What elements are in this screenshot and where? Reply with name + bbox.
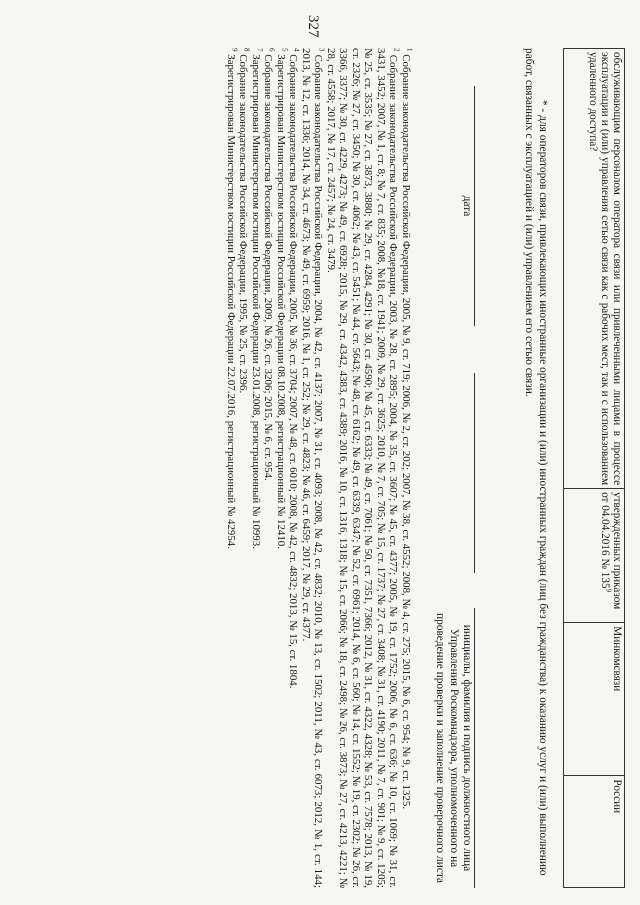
basis-text: утвержденных приказом от 04.04.2016 № 135 (598, 492, 623, 610)
footnote-text: Зарегистрирован Министерством юстиции Российской Федерации 23.01.2008, регистрационный № 10993. (250, 54, 262, 549)
footnote (250, 48, 263, 888)
footnote-text: Собрание законодательства Российской Федерации, 2009, № 26, ст. 3206; 2015, № 6, ст. 954. (262, 54, 275, 481)
question-cell: обслуживающим персоналом оператора связи или привлеченными лицами в процессе эксплуатации и (или) управления сетью связи как с рабочих мест, так и с использованием удаленного доступа? (564, 49, 625, 489)
date-caption: дата (461, 195, 473, 217)
footnote (262, 48, 275, 888)
page-number: 327 (305, 15, 321, 38)
footnote (275, 48, 288, 888)
rotated-content (60, 48, 625, 888)
footnote-number: 6 (268, 48, 277, 52)
footnote-text: Зарегистрирован Министерством юстиции Российской Федерации 22.07.2016, регистрационный № 42954. (225, 54, 237, 549)
footnote-text: Собрание законодательства Российской Федерации, 2004, № 42, ст. 4137; 2007, № 31, ст. 4093; 2008, № 42, ст. 4832; 2010, № 13, ст. 1502; 2011, № 43, ст. 6073; 2012, № 1, ст. 144; 2013, № 12, ст. 1336; 2014, № 34, ст. 4673; № 49, ст. 6959; 2016, № 1, ст. 252; № 29, ст. 4823; № 46, ст. 6459; 2017, № 29, ст. 4377. (300, 48, 325, 888)
footnote-text: Собрание законодательства Российской Федерации, 2003, № 28, ст. 2895; 2004, № 35, ст. 3607; № 45, ст. 4377; 2005, № 19, ст. 1752; 2006, № 6, ст. 636; № 10, ст. 1069; № 31, ст. 3431, 3452; 2007, № 1, ст. 8; № 7, ст. 835; 2008, №18, ст. 1941; 2009, № 29, ст. 3625; 2010, № 7, ст. 705; № 15, ст. 1737; № 27, ст. 3408; № 31, ст. 4190; 2011, № 7, ст. 901; № 9, ст. 1205; № 25, ст. 3535; № 27, ст. 3873, 3880; № 29, ст. 4284, 4291; № 30, ст. 4590; № 45, ст. 6333; № 49, ст. 7061; № 50, ст. 7351, 7366; 2012, № 31, ст. 4322, 4328; № 53, ст. 7578; 2013, № 19, ст. 2326; № 27, ст. 3450; № 30, ст. 4062; № 43, ст. 5451; № 44, ст. 5643; № 48, ст. 6162; № 49, ст. 6339, 6347; № 52, ст. 6961; 2014, № 6, ст. 560; № 14, ст. 1552; № 19, ст. 2302; № 26, ст. 3366, 3377; № 30, ст. 4229, 4273; № 49, ст. 6928; 2015, № 29, ст. 4342, 4383, ст. 4389; 2016, № 10, ст. 1316, 1318; № 15, ст. 2066; № 18, ст. 2498; № 26, ст. 3873; № 27, ст. 4213, 4221; № 28, ст. 4558; 2017, № 17, ст. 2457; № 24, ст. 3479. (325, 48, 400, 888)
footnote-number: 5 (280, 48, 289, 52)
footnote-number: 3 (318, 48, 327, 52)
asterisk-note: * - для операторов связи, привлекающих иностранные организации и (или) иностранных граждан (лиц без гражданства) к оказанию услуг и (или) выполнению работ, связанных с эксплуатацией и (или) управлением его сетью связи. (523, 48, 549, 876)
ministry-cell: Минкомсвязи (564, 623, 625, 776)
footnote-number: 4 (293, 48, 302, 52)
footnote (325, 48, 400, 888)
official-caption: инициалы, фамилия и подпись должностного лица Управления Роскомнадзора, уполномоченного на проведение проверки и заполнение проверочного листа (434, 612, 473, 883)
footnote-text: Собрание законодательства Российской Федерации, 1995, № 25, ст. 2396. (237, 54, 250, 394)
table-row (564, 49, 625, 888)
footnote-number: 1 (405, 48, 414, 52)
signature-line (474, 608, 475, 888)
signature-line (474, 86, 475, 326)
footnote-ref: 9 (604, 588, 613, 593)
footnote-text: Зарегистрирован Министерством юстиции Российской Федерации 08.10.2008, регистрационный № 12410. (275, 54, 287, 549)
footnote-number: 8 (243, 48, 252, 52)
footnote-text: Собрание законодательства Российской Федерации, 2005, № 36, ст. 3704; 2007, № 48, ст. 6010; 2008, № 42, ст. 4832; 2013, № 15, ст. 1804. (287, 54, 300, 689)
footnote-number: 2 (393, 48, 402, 52)
footnote (300, 48, 325, 888)
footnotes (225, 48, 413, 888)
footnote-text: Собрание законодательства Российской Федерации, 2005, № 9, ст. 719; 2006, № 2, ст. 202; 2007, № 38, ст. 4552; 2008, № 4, ст. 275; 2015, № 6, ст. 954; № 9, ст. 1325. (400, 54, 412, 810)
basis-cell (564, 489, 625, 623)
footnote (287, 48, 300, 888)
footnote (400, 48, 413, 888)
footnote (237, 48, 250, 888)
footnote (225, 48, 238, 888)
checklist-table (563, 48, 625, 888)
signature-line (474, 373, 475, 573)
footnote-number: 7 (255, 48, 264, 52)
country-cell: России (564, 776, 625, 888)
footnote-number: 9 (230, 48, 239, 52)
